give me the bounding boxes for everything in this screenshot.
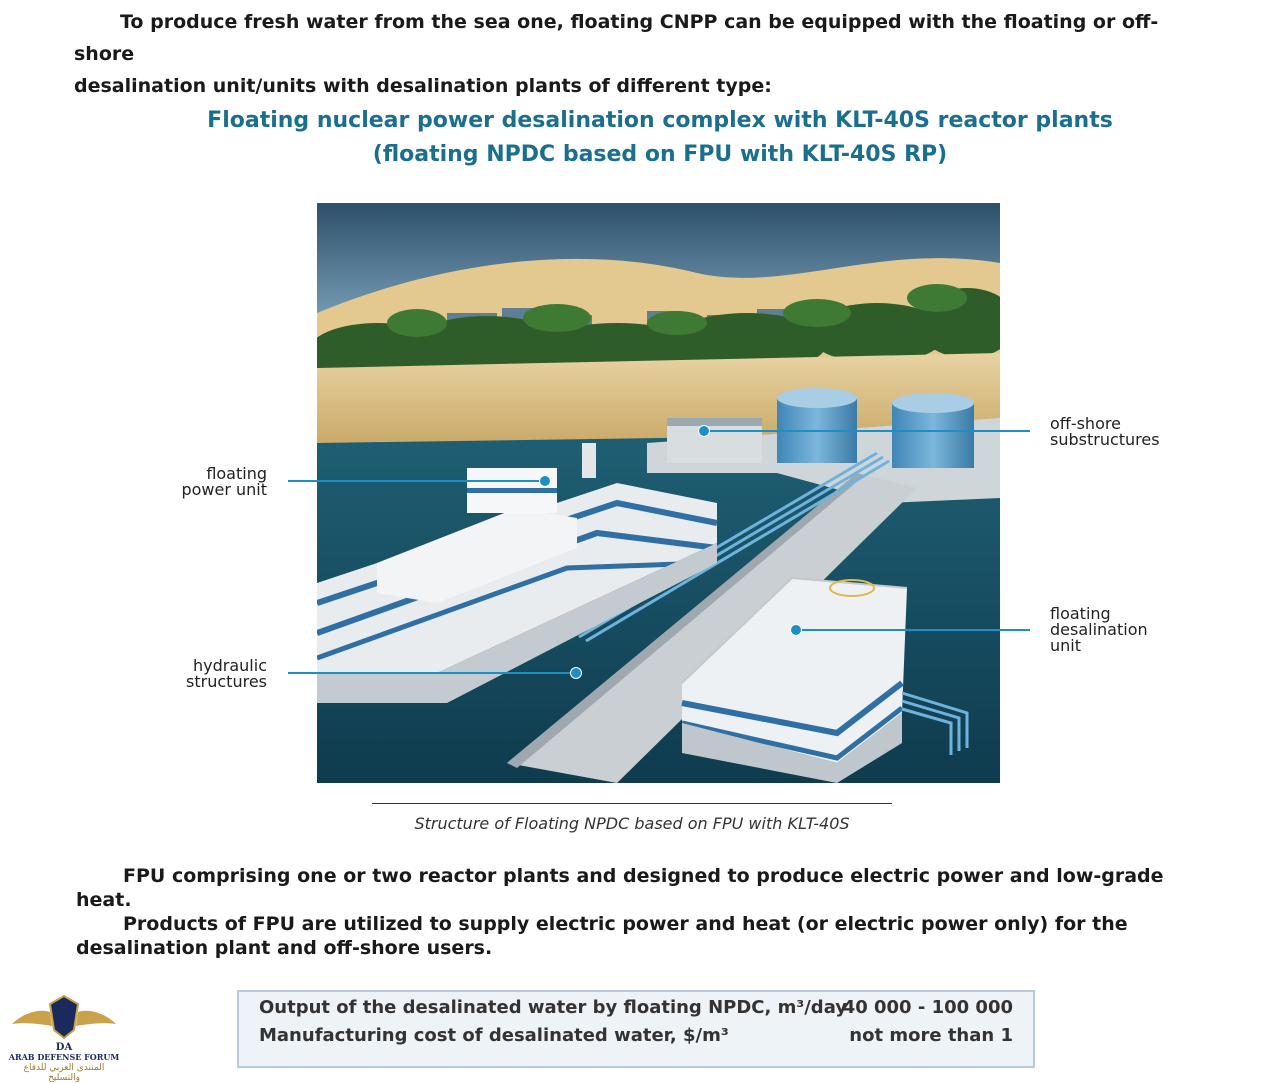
callout-dot-offshore bbox=[698, 425, 710, 437]
intro-paragraph bbox=[74, 6, 1174, 102]
spec-value: not more than 1 bbox=[849, 1025, 1013, 1046]
npdc-illustration bbox=[317, 203, 1000, 783]
body-paragraph bbox=[76, 864, 1186, 960]
figure-caption: Structure of Floating NPDC based on FPU with KLT-40S bbox=[414, 814, 850, 833]
spec-label: Manufacturing cost of desalinated water, $/m³ bbox=[259, 1025, 729, 1046]
eagle-shield-icon bbox=[8, 990, 120, 1052]
callout-line-power-unit bbox=[288, 480, 544, 482]
arab-defense-forum-logo bbox=[8, 990, 120, 1083]
callout-dot-power-unit bbox=[539, 475, 551, 487]
callout-line-offshore bbox=[703, 430, 1030, 432]
callout-floating-desalination-unit: floating desalination unit bbox=[1050, 604, 1148, 655]
spec-value: 40 000 - 100 000 bbox=[842, 997, 1013, 1018]
callout-dot-desalination bbox=[790, 624, 802, 636]
callout-dot-hydraulic bbox=[570, 667, 582, 679]
intro-line-2: desalination unit/units with desalination plants of different type: bbox=[74, 75, 772, 97]
callout-hydraulic-structures: hydraulic structures bbox=[186, 656, 267, 691]
spec-label: Output of the desalinated water by floating NPDC, m³/day bbox=[259, 997, 848, 1018]
body-paragraph-2: Products of FPU are utilized to supply electric power and heat (or electric power only) for the desalination plant and off-shore users. bbox=[76, 913, 1128, 959]
spec-row bbox=[259, 1025, 1013, 1053]
callout-offshore-substructures: off-shore substructures bbox=[1050, 414, 1160, 449]
svg-text:DA: DA bbox=[55, 1042, 73, 1052]
intro-line-1: To produce fresh water from the sea one, floating CNPP can be equipped with the floating or off-shore bbox=[74, 11, 1159, 65]
callout-line-hydraulic bbox=[288, 672, 576, 674]
spec-row bbox=[259, 997, 1013, 1025]
figure-title-line-1: Floating nuclear power desalination complex with KLT-40S reactor plants bbox=[207, 108, 1113, 133]
body-paragraph-1: FPU comprising one or two reactor plants and designed to produce electric power and low-grade heat. bbox=[76, 865, 1164, 911]
logo-arabic: المنتدى العربي للدفاع والتسليح bbox=[23, 1063, 105, 1083]
figure-title-line-2: (floating NPDC based on FPU with KLT-40S RP) bbox=[372, 142, 948, 167]
spec-table bbox=[237, 990, 1035, 1068]
callout-line-desalination bbox=[795, 629, 1030, 631]
figure-title bbox=[160, 104, 1160, 172]
caption-divider bbox=[372, 803, 892, 804]
callout-floating-power-unit: floating power unit bbox=[181, 464, 267, 499]
logo-name: ARAB DEFENSE FORUM bbox=[8, 1052, 120, 1062]
